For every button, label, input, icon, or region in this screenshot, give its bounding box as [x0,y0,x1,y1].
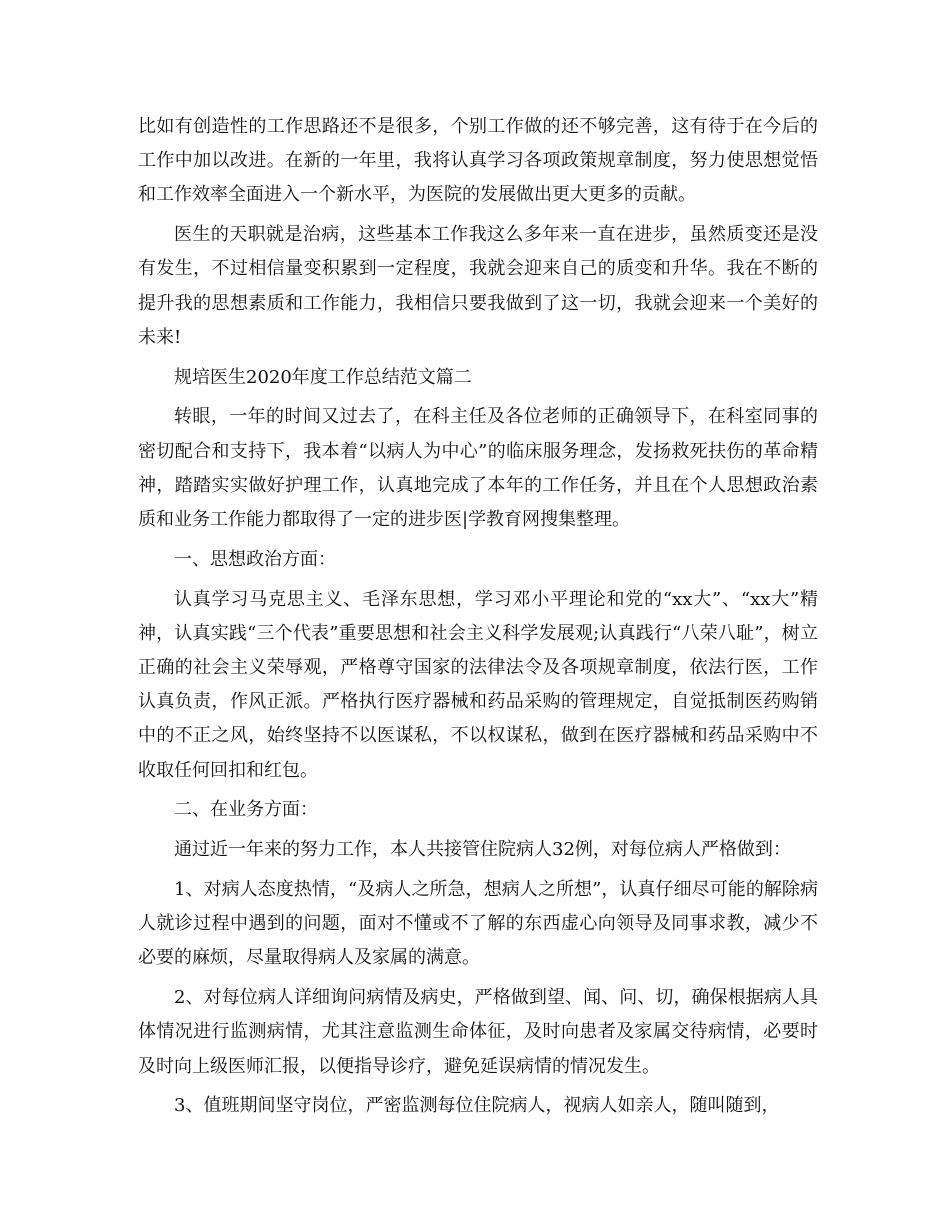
paragraph-4: 认真学习马克思主义、毛泽东思想，学习邓小平理论和党的“xx大”、“xx大”精神，认真实践“三个代表”重要思想和社会主义科学发展观;认真践行“八荣八耻”，树立正确的社会主义荣辱观，严格尊守国家的法律法令及各项规章制度，依法行医，工作认真负责，作风正派。严格执行医疗器械和药品采购的管理规定，自觉抵制医药购销中的不正之风，始终坚持不以医谋私，不以权谋私，做到在医疗器械和药品采购中不收取任何回扣和红包。 [138,588,818,781]
paragraph-3: 转眼，一年的时间又过去了，在科主任及各位老师的正确领导下，在科室同事的密切配合和支持下，我本着“以病人为中心”的临床服务理念，发扬救死扶伤的革命精神，踏踏实实做好护理工作，认真地完成了本年的工作任务，并且在个人思想政治素质和业务工作能力都取得了一定的进步医|学教育网搜集整理。 [138,406,818,531]
paragraph-5: 通过近一年来的努力工作，本人共接管住院病人32例，对每位病人严格做到： [174,839,791,861]
paragraph-2: 医生的天职就是治病，这些基本工作我这么多年来一直在进步，虽然质变还是没有发生，不过相信量变积累到一定程度，我就会迎来自己的质变和升华。我在不断的提升我的思想素质和工作能力，我相信只要我做到了这一切，我就会迎来一个美好的未来! [138,224,818,348]
document-body [138,110,818,1129]
paragraph-1: 比如有创造性的工作思路还不是很多，个别工作做的还不够完善，这有待于在今后的工作中加以改进。在新的一年里，我将认真学习各项政策规章制度，努力使思想觉悟和工作效率全面进入一个新水平，为医院的发展做出更大更多的贡献。 [138,116,818,206]
section-heading-business: 二、在业务方面： [174,799,318,821]
article-title: 规培医生2020年度工作总结范文篇二 [174,366,472,388]
list-item-2: 2、对每位病人详细询问病情及病史，严格做到望、闻、问、切，确保根据病人具体情况进行监测病情，尤其注意监测生命体征，及时向患者及家属交待病情，必要时及时向上级医师汇报，以便指导诊疗，避免延误病情的情况发生。 [138,987,818,1077]
list-item-3: 3、值班期间坚守岗位，严密监测每位住院病人，视病人如亲人，随叫随到， [174,1095,780,1117]
list-item-1: 1、对病人态度热情，“及病人之所急，想病人之所想”，认真仔细尽可能的解除病人就诊过程中遇到的问题，面对不懂或不了解的东西虚心向领导及同事求教，减少不必要的麻烦，尽量取得病人及家属的满意。 [138,879,818,969]
section-heading-political: 一、思想政治方面： [174,548,336,570]
